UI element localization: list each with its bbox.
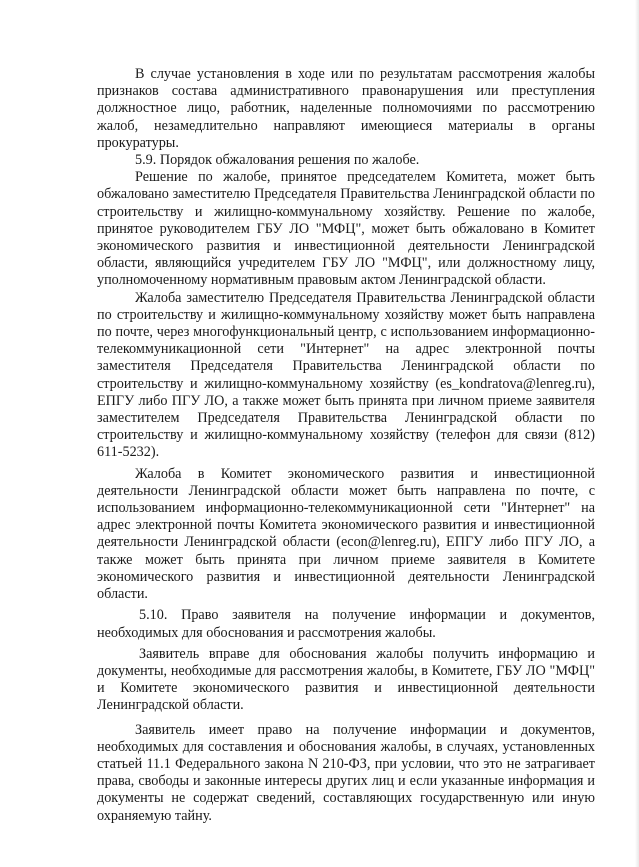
- paragraph-prosecutor-referral: В случае установления в ходе или по результатам рассмотрения жалобы признаков состава административного правонарушения или преступления должностное лицо, работник, наделенные полномочиями по рассмотрению жалоб, незамедлительно направляют имеющиеся материалы в органы прокуратуры.: [97, 66, 595, 151]
- paragraph-complaint-deputy-chairman: Жалоба заместителю Председателя Правительства Ленинградской области по строительству и жилищно-коммунальному хозяйству может быть направлена по почте, через многофункциональный центр, с использованием информационно-телекоммуникационной сети "Интернет" на адрес электронной почты заместителя Председателя Правительства Ленинградской области по строительству и жилищно-коммунальному хозяйству (es_kondratova@lenreg.ru), ЕПГУ либо ПГУ ЛО, а также может быть принята при личном приеме заявителя заместителем Председателя Правительства Ленинградской области по строительству и жилищно-коммунальному хозяйству (телефон для связи (812) 611-5232).: [97, 289, 595, 461]
- paragraph-applicant-right-documents: Заявитель имеет право на получение информации и документов, необходимых для составления и обоснования жалобы, в случаях, установленных статьей 11.1 Федерального закона N 210-ФЗ, при условии, что это не затрагивает права, свободы и законные интересы других лиц и если указанные информация и документы не содержат сведений, составляющих государственную или иную охраняемую тайну.: [97, 721, 595, 824]
- section-heading-5-10: 5.10. Право заявителя на получение информации и документов, необходимых для обоснования и рассмотрения жалобы.: [97, 607, 595, 641]
- paragraph-complaint-economic-committee: Жалоба в Комитет экономического развития и инвестиционной деятельности Ленинградской области может быть направлена по почте, с использованием информационно-телекоммуникационной сети "Интернет" на адрес электронной почты Комитета экономического развития и инвестиционной деятельности Ленинградской области (econ@lenreg.ru), ЕПГУ либо ПГУ ЛО, а также может быть принята при личном приеме заявителя в Комитете экономического развития и инвестиционной деятельности Ленинградской области.: [97, 465, 595, 603]
- paragraph-applicant-right-info: Заявитель вправе для обоснования жалобы получить информацию и документы, необходимые для рассмотрения жалобы, в Комитете, ГБУ ЛО "МФЦ" и Комитете экономического развития и инвестиционной деятельности Ленинградской области.: [97, 645, 595, 714]
- section-heading-5-9: 5.9. Порядок обжалования решения по жалобе.: [135, 152, 420, 169]
- page-edge-shadow: [635, 0, 639, 867]
- paragraph-appeal-decision: Решение по жалобе, принятое председателем Комитета, может быть обжаловано заместителю Председателя Правительства Ленинградской области по строительству и жилищно-коммунальному хозяйству. Решение по жалобе, принятое руководителем ГБУ ЛО "МФЦ", может быть обжаловано в Комитет экономического развития и инвестиционной деятельности Ленинградской области, являющийся учредителем ГБУ ЛО "МФЦ", или должностному лицу, уполномоченному нормативным правовым актом Ленинградской области.: [97, 169, 595, 289]
